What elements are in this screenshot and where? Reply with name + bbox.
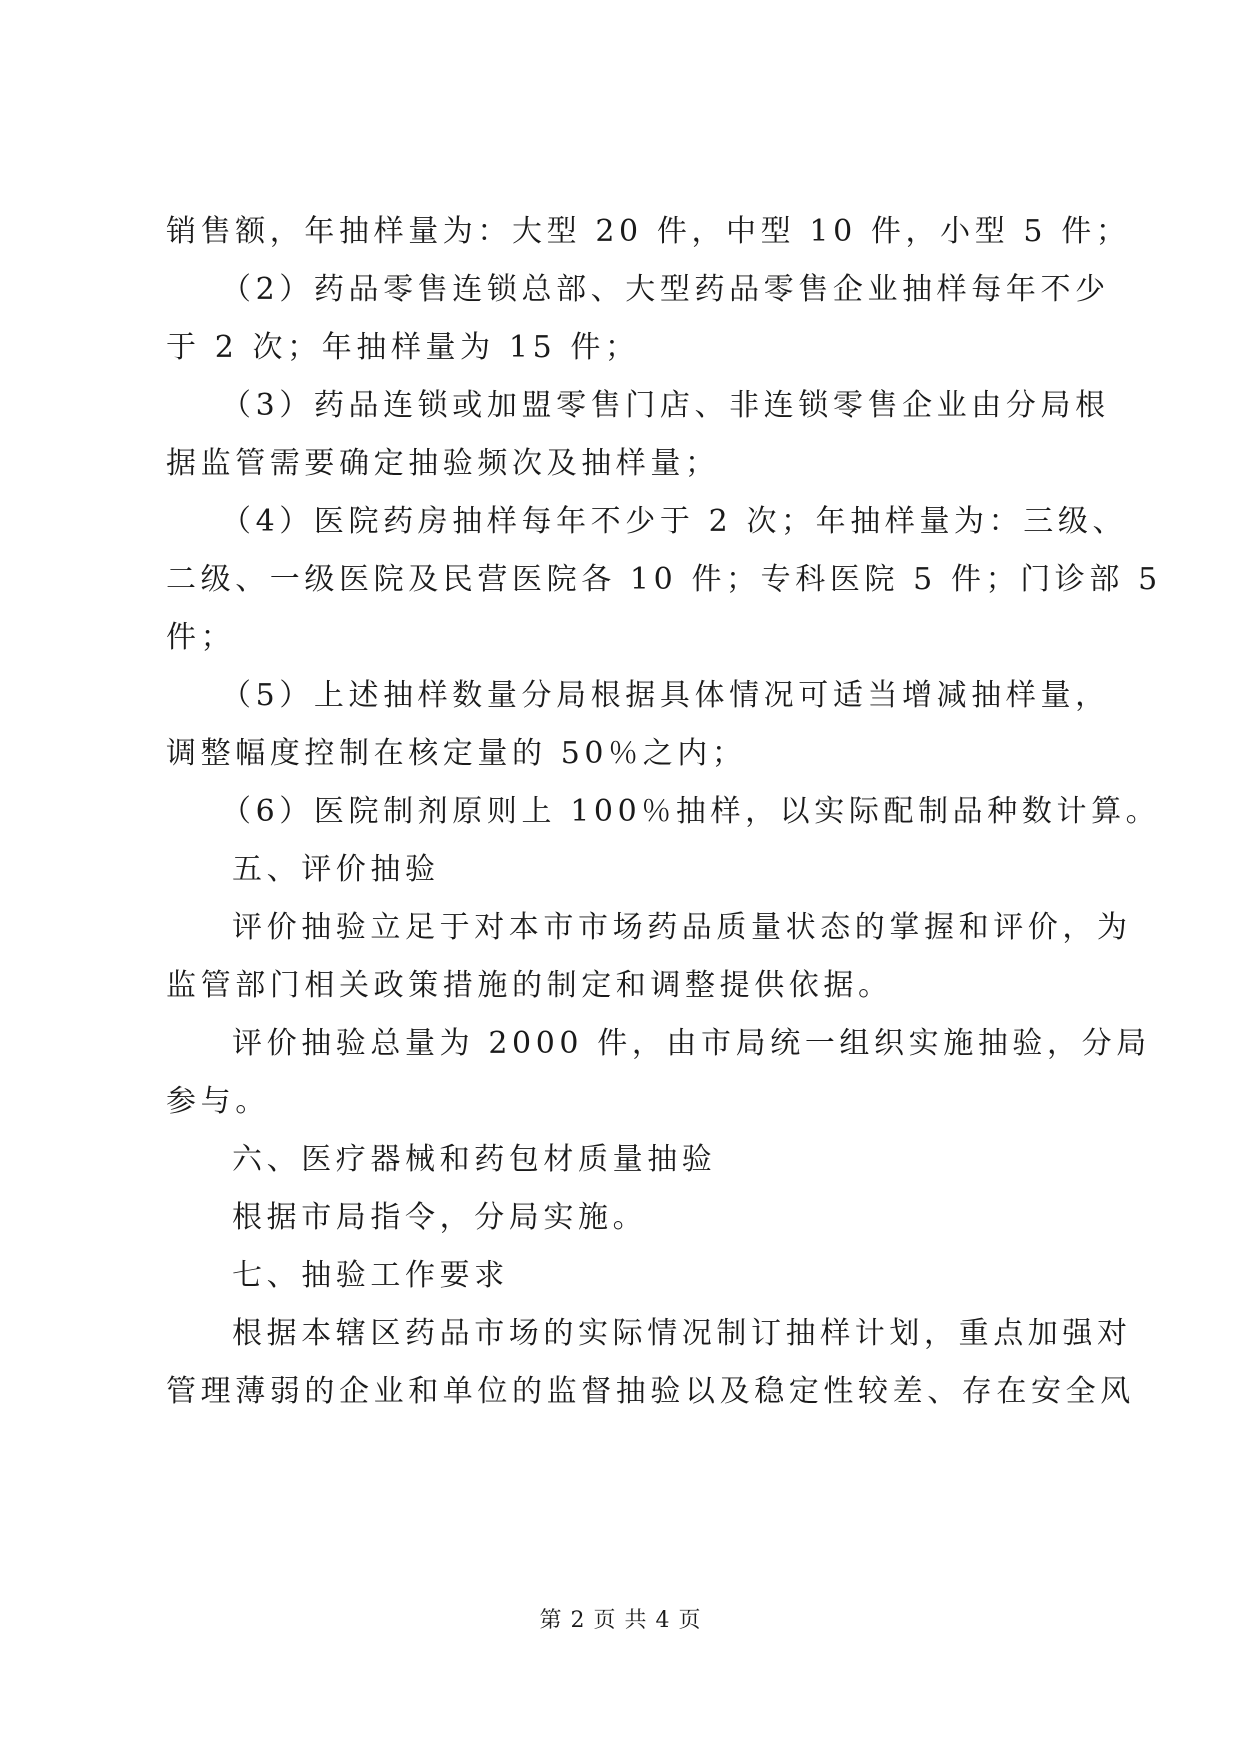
section-heading-5: 五、评价抽验 [232,852,440,887]
text-line-15: 评价抽验总量为 2000 件，由市局统一组织实施抽验，分局 [232,1026,1151,1061]
text-line-3: 于 2 次；年抽样量为 15 件； [166,330,640,365]
text-line-6: （4）医院药房抽样每年不少于 2 次；年抽样量为：三级、 [221,504,1128,539]
text-line-7: 二级、一级医院及民营医院各 10 件；专科医院 5 件；门诊部 5 [166,562,1162,597]
text-line-13: 评价抽验立足于对本市市场药品质量状态的掌握和评价，为 [232,910,1132,945]
page-footer: 第 2 页 共 4 页 [539,1608,702,1633]
text-line-5: 据监管需要确定抽验频次及抽样量； [166,446,720,481]
section-heading-7: 七、抽验工作要求 [232,1258,509,1293]
text-line-8: 件； [166,620,236,655]
text-line-4: （3）药品连锁或加盟零售门店、非连锁零售企业由分局根 [221,388,1110,423]
text-line-10: 调整幅度控制在核定量的 50％之内； [166,736,747,771]
text-line-11: （6）医院制剂原则上 100％抽样，以实际配制品种数计算。 [221,794,1161,829]
text-line-16: 参与。 [166,1084,270,1119]
section-heading-6: 六、医疗器械和药包材质量抽验 [232,1142,717,1177]
text-line-14: 监管部门相关政策措施的制定和调整提供依据。 [166,968,893,1003]
text-line-2: （2）药品零售连锁总部、大型药品零售企业抽样每年不少 [221,272,1110,307]
text-line-9: （5）上述抽样数量分局根据具体情况可适当增减抽样量， [221,678,1110,713]
text-line-20: 根据本辖区药品市场的实际情况制订抽样计划，重点加强对 [232,1316,1132,1351]
text-line-18: 根据市局指令，分局实施。 [232,1200,648,1235]
text-line-21: 管理薄弱的企业和单位的监督抽验以及稳定性较差、存在安全风 [166,1374,1135,1409]
text-line-1: 销售额，年抽样量为：大型 20 件，中型 10 件，小型 5 件； [166,214,1131,249]
